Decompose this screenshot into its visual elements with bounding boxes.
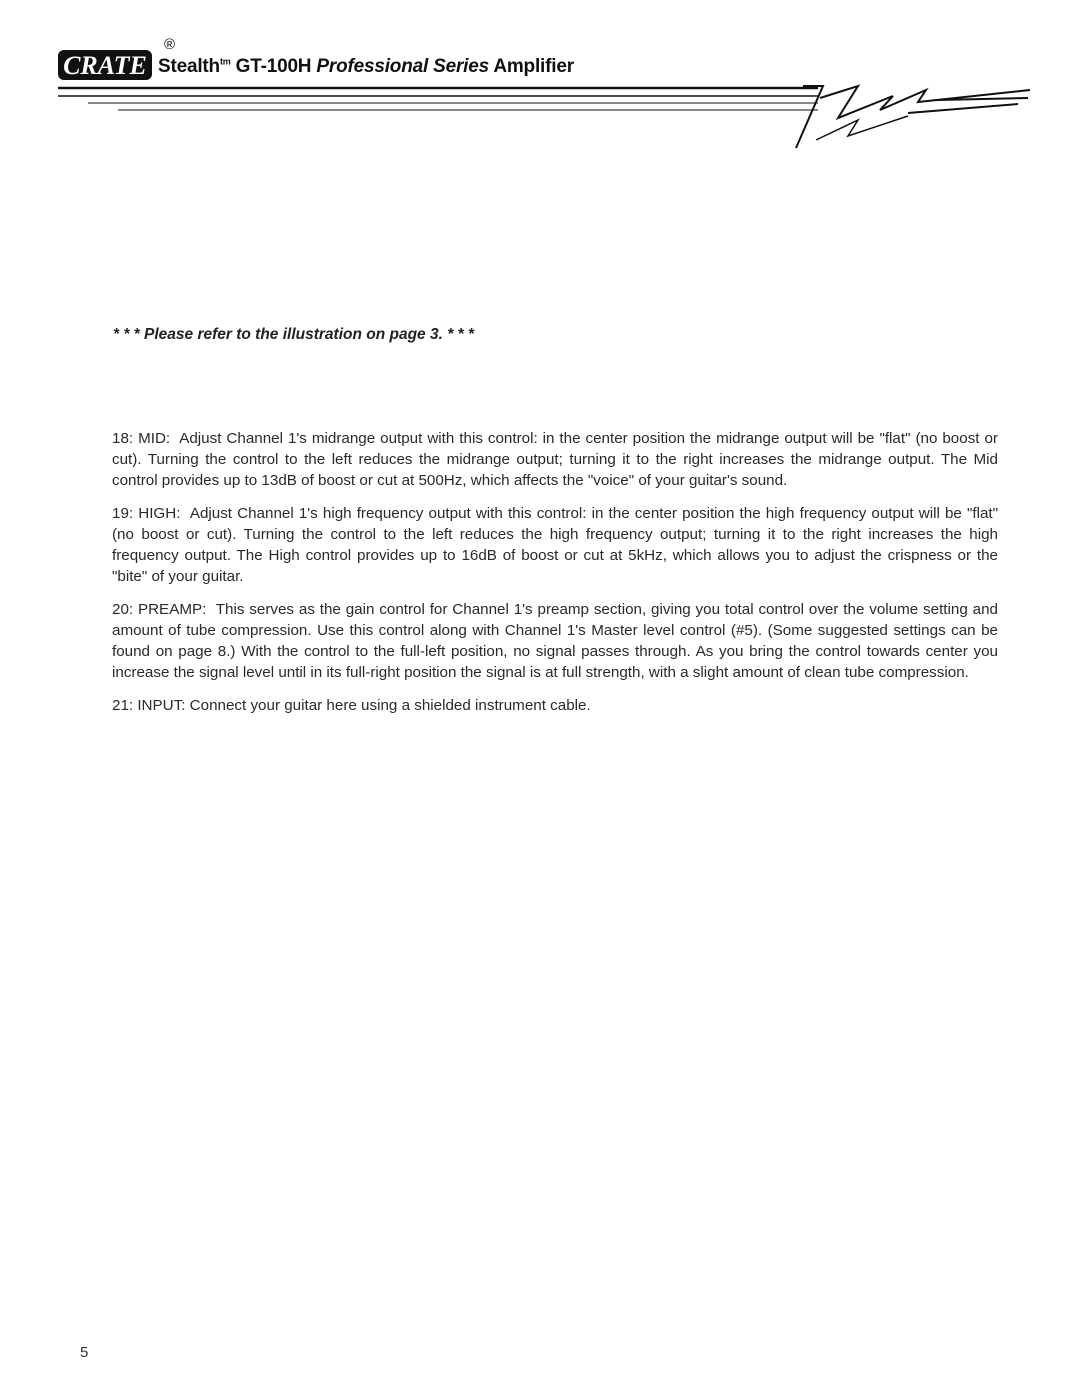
control-text: Adjust Channel 1's midrange output with this control: in the center position the midrange output will be "flat" (no boost or cut). Turning the control to the left reduces the midrange output; turning it to the right increases the midrange output. The Mid control provides up to 13dB of boost or cut at 500Hz, which affects the "voice" of your guitar's sound.	[112, 430, 998, 489]
registered-mark: ®	[164, 36, 176, 53]
control-label: 18: MID:	[112, 430, 171, 447]
page-header	[58, 38, 1038, 158]
page-number: 5	[80, 1344, 89, 1361]
control-text: Connect your guitar here using a shielded instrument cable.	[189, 697, 591, 714]
title-end: Amplifier	[488, 56, 574, 77]
control-text: Adjust Channel 1's high frequency output with this control: in the center position the high frequency output will be "flat" (no boost or cut). Turning the control to the left reduces the high frequency output; turning it to the right increases the high frequency output. The High control provides up to 16dB of boost or cut at 5kHz, which allows you to adjust the crispness or the "bite" of your guitar.	[112, 505, 998, 585]
control-label: 21: INPUT:	[112, 697, 186, 714]
trademark-mark: tm	[219, 56, 231, 67]
title-series: Professional Series	[316, 56, 489, 77]
control-preamp	[112, 599, 998, 683]
control-label: 19: HIGH:	[112, 505, 181, 522]
crate-logo	[58, 48, 152, 82]
brand-text: CRATE	[63, 51, 147, 80]
page-title	[158, 56, 574, 78]
control-text: This serves as the gain control for Channel 1's preamp section, giving you total control over the volume setting and amount of tube compression. Use this control along with Channel 1's Master level control (#5). (Some suggested settings can be found on page 8.) With the control to the full-left position, no signal passes through. As you bring the control towards center you increase the signal level until in its full-right position the signal is at full strength, with a slight amount of clean tube compression.	[112, 601, 998, 681]
title-model: GT-100H	[230, 56, 317, 77]
control-input	[112, 695, 998, 716]
control-high	[112, 503, 998, 587]
title-product: Stealth	[158, 56, 220, 77]
control-descriptions	[112, 428, 998, 728]
illustration-note: * * * Please refer to the illustration on page 3. * * *	[113, 326, 474, 343]
control-label: 20: PREAMP:	[112, 601, 207, 618]
control-mid	[112, 428, 998, 491]
